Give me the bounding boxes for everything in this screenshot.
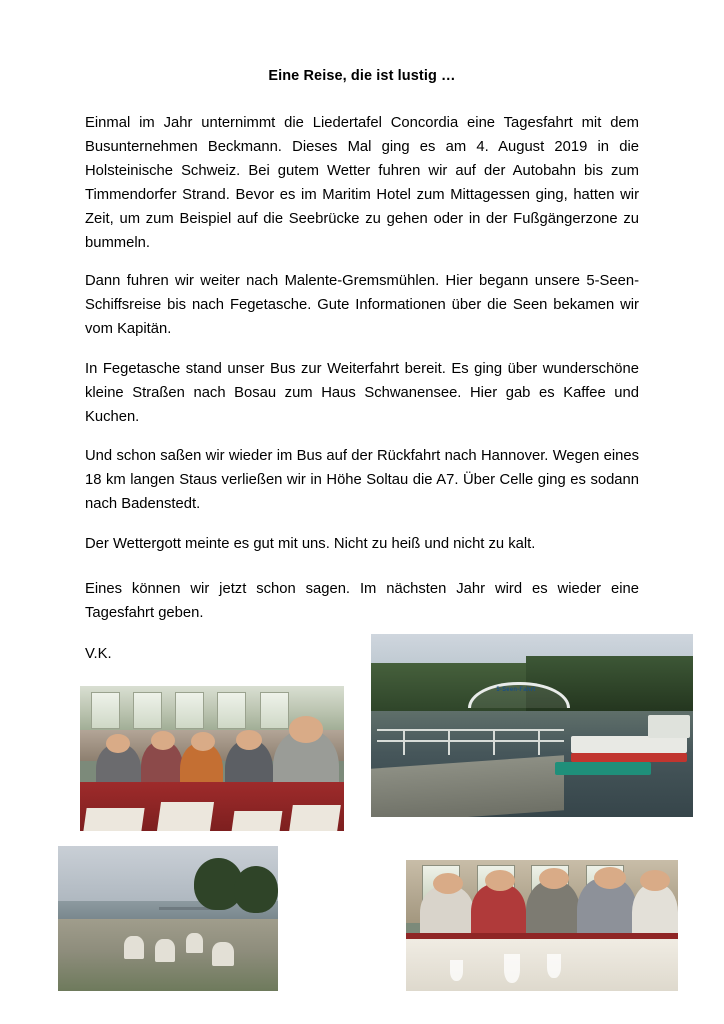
person-head (151, 731, 175, 750)
napkin-icon (84, 808, 145, 831)
photo-lake-pier-content (371, 634, 693, 817)
window-icon (175, 692, 204, 730)
boat-hull (571, 753, 687, 762)
table-surface (406, 939, 678, 991)
paragraph-1: Einmal im Jahr unternimmt die Liedertafel Concordia eine Tagesfahrt mit dem Busunternehmen Beckmann. Dieses Mal ging es am 4. August 2019 in die Holsteinische Schweiz. Bei gutem Wetter fuhren wir auf der Autobahn bis zum Timmendorfer Strand. Bevor es im Maritim Hotel zum Mittagessen ging, hatten wir Zeit, um zum Beispiel auf die Seebrücke zu gehen oder in der Fußgängerzone zu bummeln. (85, 115, 639, 251)
boat-icon (555, 762, 652, 775)
pier-post (403, 729, 405, 755)
tree-icon (234, 866, 278, 912)
arch-sign-text: 5-Seen-Fahrt (496, 687, 536, 694)
pier-post (448, 729, 450, 755)
napkin-icon (289, 805, 340, 831)
photo-beach-pier (58, 846, 278, 991)
window-icon (133, 692, 162, 730)
glass-icon (450, 960, 464, 981)
window-icon (217, 692, 246, 730)
person-head (191, 732, 215, 751)
person-head (289, 716, 323, 742)
photo-restaurant-group-content (80, 686, 344, 831)
person-head (106, 734, 130, 753)
pier-railing (377, 729, 564, 731)
photo-beach-pier-content (58, 846, 278, 991)
photo-lake-pier (371, 634, 693, 817)
photo-restaurant-group (80, 686, 344, 831)
boat-icon (648, 715, 690, 739)
person-head (594, 867, 627, 889)
beach-chair-icon (186, 933, 204, 953)
paragraph-3: In Fegetasche stand unser Bus zur Weiterfahrt bereit. Es ging über wunderschöne kleine Straßen nach Bosau zum Haus Schwanensee. Hier gab es Kaffee und Kuchen. (85, 361, 639, 425)
person-head (433, 873, 463, 894)
beach-chair-icon (124, 936, 144, 959)
beach-chair-icon (155, 939, 175, 962)
pier-post (493, 729, 495, 755)
person-head (539, 868, 569, 889)
napkin-icon (232, 811, 282, 831)
author-initials: V.K. (85, 646, 112, 662)
pier-railing (377, 740, 564, 742)
pier-post (538, 729, 540, 755)
photo-coffee-group (406, 860, 678, 991)
window-icon (260, 692, 289, 730)
napkin-icon (157, 802, 214, 831)
glass-icon (504, 954, 520, 983)
paragraph-6: Eines können wir jetzt schon sagen. Im nächsten Jahr wird es wieder eine Tagesfahrt geben. (85, 581, 639, 621)
window-icon (91, 692, 120, 730)
paragraph-4: Und schon saßen wir wieder im Bus auf der Rückfahrt nach Hannover. Wegen eines 18 km langen Staus verließen wir in Höhe Soltau die A7. Über Celle ging es sodann nach Badenstedt. (85, 448, 639, 512)
boat-icon (571, 736, 687, 752)
photo-coffee-group-content (406, 860, 678, 991)
glass-icon (547, 954, 561, 978)
page-title: Eine Reise, die ist lustig … (268, 68, 456, 84)
beach-chair-icon (212, 942, 234, 967)
person-head (236, 730, 262, 750)
paragraph-5: Der Wettergott meinte es gut mit uns. Nicht zu heiß und nicht zu kalt. (85, 536, 536, 552)
paragraph-2: Dann fuhren wir weiter nach Malente-Gremsmühlen. Hier begann unsere 5-Seen-Schiffsreise bis nach Fegetasche. Gute Informationen über die Seen bekamen wir vom Kapitän. (85, 273, 639, 337)
